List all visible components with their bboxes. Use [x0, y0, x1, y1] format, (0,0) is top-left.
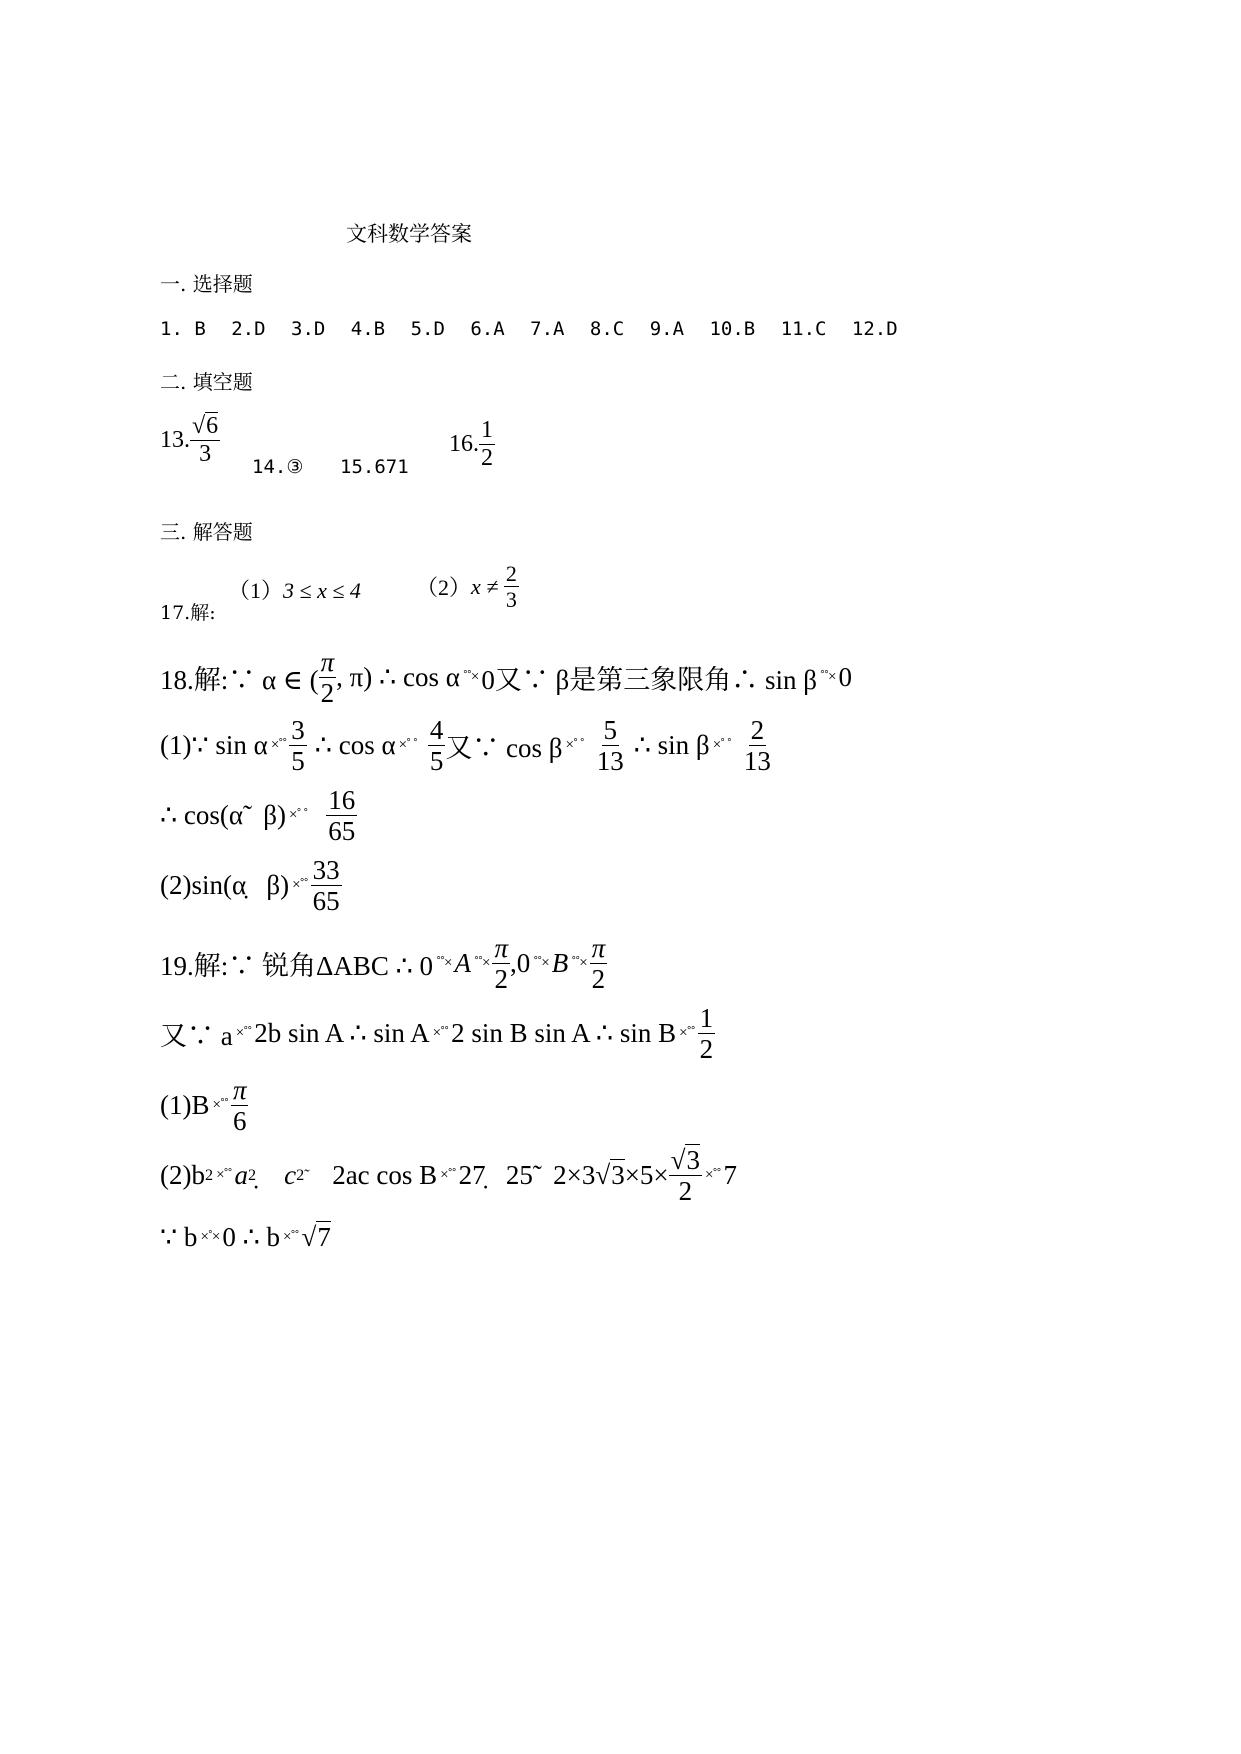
- inequality: x ≠: [471, 573, 499, 599]
- denominator: 6: [232, 1106, 247, 1137]
- q18-line2: [160, 716, 773, 776]
- numerator: π: [232, 1075, 247, 1105]
- fraction: [311, 856, 342, 916]
- math-text: ,0: [510, 948, 531, 979]
- choice-answer: 5.D: [410, 318, 445, 340]
- garbled-glyph: ˚˚×: [436, 955, 452, 972]
- q17-part2: [416, 562, 519, 611]
- denominator: 2: [494, 964, 508, 995]
- choice-answer: 7.A: [530, 318, 565, 340]
- radicand: 3: [611, 1160, 625, 1191]
- math-text: 2 sin B sin A ∴ sin B: [451, 1018, 677, 1049]
- q18-line1: [160, 648, 852, 708]
- choice-answer: 1. B: [160, 318, 206, 340]
- radicand: 3: [686, 1145, 700, 1175]
- garbled-glyph: ˚˚×: [820, 669, 836, 686]
- math-text: 19.解:∵ 锐角ΔABC ∴ 0: [160, 951, 434, 982]
- question-number: 13.: [160, 427, 190, 454]
- fraction: [698, 1004, 716, 1064]
- math-text: ∴ cos(α̃ β): [160, 800, 287, 831]
- numerator: 4: [429, 715, 444, 745]
- section-fill-heading: 二. 填空题: [160, 370, 253, 394]
- garbled-glyph: ×˚˚: [212, 1097, 228, 1114]
- denominator: 65: [328, 816, 356, 847]
- math-text: 2ac cos B: [332, 1160, 438, 1191]
- math-text: (2)b: [160, 1160, 205, 1191]
- garbled-glyph: ×˚˚: [679, 1025, 695, 1042]
- math-text: 27̣ 25̃ 2×3: [458, 1160, 596, 1191]
- denominator: 3: [505, 587, 517, 613]
- fraction: [231, 1076, 249, 1136]
- math-text: 又∵ cos β: [445, 733, 563, 764]
- choice-answer: 12.D: [851, 318, 898, 340]
- section-choice-heading: 一. 选择题: [160, 272, 253, 296]
- math-text: ∴ sin β: [633, 730, 710, 761]
- numerator: 2: [505, 561, 517, 586]
- question-number: 16.: [449, 431, 479, 458]
- numerator: π: [320, 647, 335, 677]
- fill-answer-13: [160, 414, 220, 467]
- fraction: [492, 934, 510, 994]
- q17-label: 17.解:: [160, 602, 216, 624]
- math-text: 18.解:∵ α ∈ (: [160, 665, 319, 696]
- choice-answer: 9.A: [649, 318, 685, 340]
- math-text: 2b sin A ∴ sin A: [254, 1018, 430, 1049]
- numerator: 16: [328, 785, 356, 815]
- q19-line3: [160, 1076, 248, 1136]
- garbled-glyph: ×˚ ˚: [289, 807, 308, 824]
- garbled-glyph: ×˚˚: [432, 1025, 449, 1042]
- numerator: π: [591, 933, 606, 963]
- math-text: 0 ∴ b: [222, 1222, 281, 1252]
- denominator: 5: [429, 746, 444, 777]
- q19-line2: [160, 1004, 715, 1064]
- garbled-glyph: ×˚˚: [216, 1167, 232, 1184]
- fraction: [595, 716, 626, 776]
- math-text: (2)sin(α̣ β): [160, 870, 290, 901]
- denominator: 13: [743, 746, 771, 777]
- numerator: 1: [699, 1003, 714, 1033]
- fraction: $\frac{√3}{2}$: [670, 1145, 700, 1207]
- choice-answer: 10.B: [709, 318, 756, 340]
- radicand: 7: [317, 1222, 331, 1252]
- fill-answer-16: [449, 418, 495, 471]
- choice-answer: 8.C: [589, 318, 625, 340]
- denominator: 2: [699, 1034, 714, 1065]
- math-text: a: [234, 1160, 249, 1191]
- denominator: 65: [312, 886, 340, 917]
- numerator: 5: [603, 715, 617, 745]
- fill-answer-14: 14.③: [252, 456, 304, 478]
- fraction: [428, 716, 446, 776]
- choice-answer: 11.C: [780, 318, 827, 340]
- garbled-glyph: ×˚˚: [292, 877, 308, 894]
- part-tag: （1）: [228, 578, 284, 603]
- part-tag: （2）: [416, 575, 472, 601]
- numerator: π: [494, 933, 508, 963]
- q18-line3: [160, 786, 357, 846]
- fraction: [742, 716, 773, 776]
- math-text: , π) ∴ cos α: [336, 662, 460, 693]
- numerator: 3: [291, 715, 305, 745]
- math-text: (1)B: [160, 1090, 210, 1121]
- denominator: 5: [291, 746, 305, 777]
- garbled-glyph: ×˚ ˚: [712, 737, 731, 754]
- choice-answer: 2.D: [231, 318, 266, 340]
- math-text: ×5×: [624, 1160, 669, 1191]
- numerator: 33: [312, 855, 340, 885]
- section-solution-heading: 三. 解答题: [160, 520, 253, 544]
- garbled-glyph: ×˚˚: [440, 1167, 456, 1184]
- fraction: [479, 418, 495, 471]
- choice-answer: 6.A: [470, 318, 505, 340]
- garbled-glyph: ×˚ ˚: [565, 737, 584, 754]
- fraction: [590, 934, 608, 994]
- fraction: $\frac{√6}{3}$: [192, 413, 219, 468]
- numerator: 1: [479, 418, 495, 445]
- garbled-glyph: ×˚˚: [270, 737, 287, 754]
- q19-line1: [160, 934, 607, 994]
- math-text: ∵ b: [160, 1222, 198, 1252]
- inequality: 3 ≤ x ≤ 4: [283, 578, 361, 603]
- math-text: A: [454, 948, 472, 979]
- fraction: [326, 786, 357, 846]
- math-text: 7: [723, 1160, 737, 1191]
- page-title: 文科数学答案: [346, 222, 472, 246]
- garbled-glyph: ˚˚×: [571, 955, 587, 972]
- garbled-glyph: ×˚˚: [704, 1167, 721, 1184]
- numerator: 2: [750, 715, 765, 745]
- denominator: 2: [678, 1176, 693, 1207]
- denominator: 2: [320, 678, 335, 709]
- q17-part1: [228, 574, 361, 605]
- radicand: 6: [206, 413, 219, 439]
- denominator: 3: [199, 441, 212, 468]
- choice-answer: 4.B: [350, 318, 386, 340]
- math-text: B: [551, 948, 569, 979]
- q18-line4: [160, 856, 342, 916]
- garbled-glyph: ˚˚×: [533, 955, 549, 972]
- math-text: 又∵ a: [160, 1021, 233, 1052]
- fraction: [319, 648, 337, 708]
- garbled-glyph: ×˚˚: [283, 1229, 299, 1245]
- denominator: 2: [481, 445, 493, 472]
- math-text: (1)∵ sin α: [160, 730, 268, 761]
- math-text: ∴ cos α: [314, 730, 396, 761]
- math-text: 0: [838, 662, 852, 693]
- math-text: c: [284, 1160, 297, 1191]
- garbled-glyph: ˚˚×: [474, 955, 490, 972]
- garbled-glyph: ×˚×: [200, 1229, 220, 1245]
- q19-line5: ∵ b ×˚× 0 ∴ b ×˚˚ √7: [160, 1222, 331, 1252]
- garbled-glyph: ×˚ ˚: [398, 737, 417, 754]
- garbled-glyph: ×˚˚: [235, 1025, 252, 1042]
- math-text: 0又∵ β是第三象限角∴ sin β: [481, 665, 818, 696]
- fraction: [504, 562, 519, 611]
- q19-line4: (2)b 2 ×˚˚ a 2 c 2̃ 2ac cos B ×˚˚ 27̣ 25̃ 2×3 √3 ×5× $\frac{√3}{2}$ ×˚˚ 7: [160, 1145, 737, 1207]
- choice-answer: 3.D: [291, 318, 326, 340]
- fraction: [289, 716, 307, 776]
- denominator: 2: [591, 964, 606, 995]
- denominator: 13: [596, 746, 624, 777]
- fill-answer-15: 15.671: [340, 456, 409, 478]
- garbled-glyph: ˚˚×: [462, 669, 479, 686]
- choice-answers: [160, 318, 912, 340]
